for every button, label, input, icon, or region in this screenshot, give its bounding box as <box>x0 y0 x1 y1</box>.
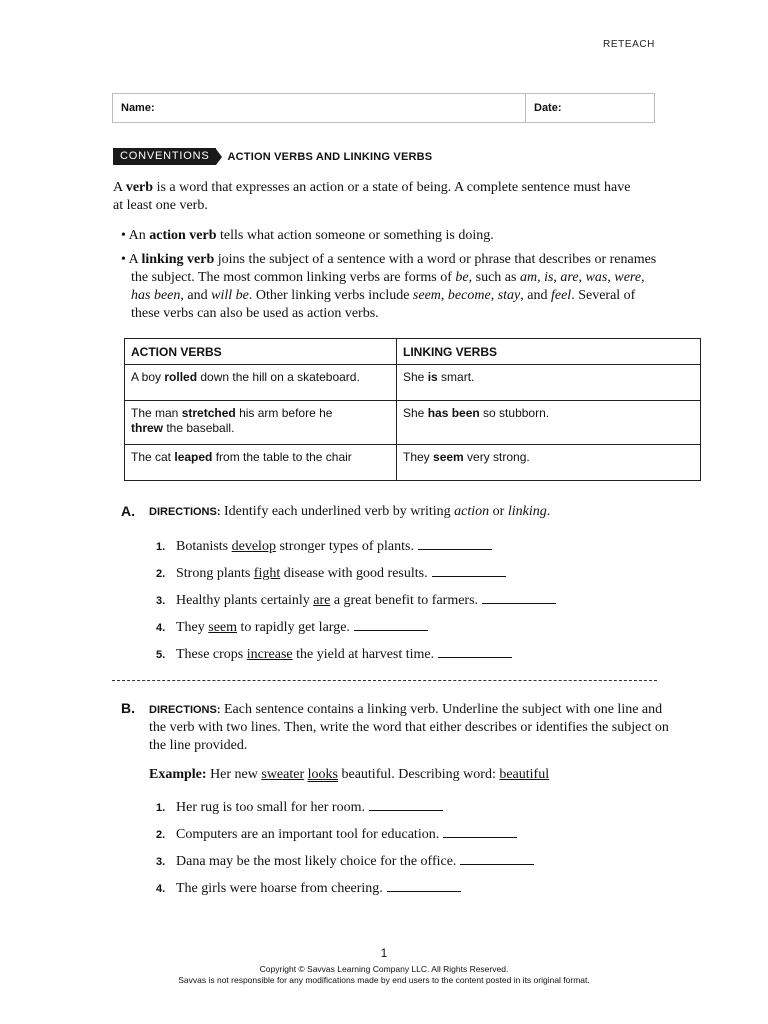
list-item: 1. Botanists develop stronger types of plants. <box>156 537 492 556</box>
list-item: 5. These crops increase the yield at harvest time. <box>156 645 512 664</box>
answer-blank[interactable] <box>438 645 512 658</box>
bullet-action-verb: • An action verb tells what action someone or something is doing. <box>121 228 494 243</box>
date-field[interactable] <box>526 94 654 122</box>
table-header-action: ACTION VERBS <box>125 339 397 365</box>
table-row <box>125 401 701 445</box>
answer-blank[interactable] <box>418 537 492 550</box>
name-field[interactable] <box>113 94 526 122</box>
answer-blank[interactable] <box>354 618 428 631</box>
list-item: 3. Healthy plants certainly are a great benefit to farmers. <box>156 591 556 610</box>
conventions-banner <box>113 148 432 165</box>
section-b-letter: B. <box>121 700 135 716</box>
name-label: Name: <box>121 102 155 114</box>
linking-verb-term: linking verb <box>141 252 215 267</box>
answer-blank[interactable] <box>443 825 517 838</box>
action-example: The cat leaped from the table to the chair <box>125 445 397 481</box>
example-sentence: Example: Her new sweater looks beautiful. Describing word: beautiful <box>149 767 550 782</box>
list-item: 4. The girls were hoarse from cheering. <box>156 879 461 898</box>
list-item: 4. They seem to rapidly get large. <box>156 618 428 637</box>
name-date-box <box>112 93 655 123</box>
answer-blank[interactable] <box>460 852 534 865</box>
conventions-badge: CONVENTIONS <box>113 148 216 165</box>
page-number: 1 <box>380 946 388 960</box>
action-example: A boy rolled down the hill on a skateboard. <box>125 365 397 401</box>
bullet-linking-verb: • A linking verb joins the subject of a sentence with a word or phrase that describes or renames the subject. The most common linking verbs are forms of be, such as am, is, are, was, were, has been, and will be. Other linking verbs include seem, become, stay, and feel. Several of these verbs can also be used as action verbs. <box>121 252 657 321</box>
date-label: Date: <box>534 102 562 114</box>
badge-arrow-icon <box>216 149 222 165</box>
answer-blank[interactable] <box>482 591 556 604</box>
linking-example: They seem very strong. <box>397 445 701 481</box>
reteach-label: RETEACH <box>603 39 655 50</box>
copyright-notice: Copyright © Savvas Learning Company LLC. All Rights Reserved. Savvas is not responsible for any modifications made by end users to the content posted in its original format. <box>178 964 590 985</box>
table-header-linking: LINKING VERBS <box>397 339 701 365</box>
list-item: 2. Computers are an important tool for education. <box>156 825 517 844</box>
table-row <box>125 365 701 401</box>
list-item: 2. Strong plants fight disease with good results. <box>156 564 506 583</box>
section-divider <box>112 680 657 681</box>
verb-term: verb <box>125 180 154 195</box>
action-verb-term: action verb <box>149 228 217 243</box>
table-row <box>125 445 701 481</box>
answer-blank[interactable] <box>387 879 461 892</box>
linking-example: She is smart. <box>397 365 701 401</box>
answer-blank[interactable] <box>432 564 506 577</box>
lesson-title: ACTION VERBS AND LINKING VERBS <box>227 150 433 163</box>
list-item: 3. Dana may be the most likely choice for the office. <box>156 852 534 871</box>
section-a-directions: DIRECTIONS: Identify each underlined verb by writing action or linking. <box>149 504 551 519</box>
section-b-directions: DIRECTIONS: Each sentence contains a linking verb. Underline the subject with one line and the verb with two lines. Then, write the word that either describes or identifies the subject on the line provided. <box>149 702 669 753</box>
list-item: 1. Her rug is too small for her room. <box>156 798 443 817</box>
verbs-table <box>124 338 701 481</box>
action-example: The man stretched his arm before he threw the baseball. <box>125 401 397 445</box>
answer-blank[interactable] <box>369 798 443 811</box>
linking-example: She has been so stubborn. <box>397 401 701 445</box>
intro-paragraph: A verb is a word that expresses an action or a state of being. A complete sentence must have at least one verb. <box>113 180 631 213</box>
section-a-letter: A. <box>121 503 135 519</box>
